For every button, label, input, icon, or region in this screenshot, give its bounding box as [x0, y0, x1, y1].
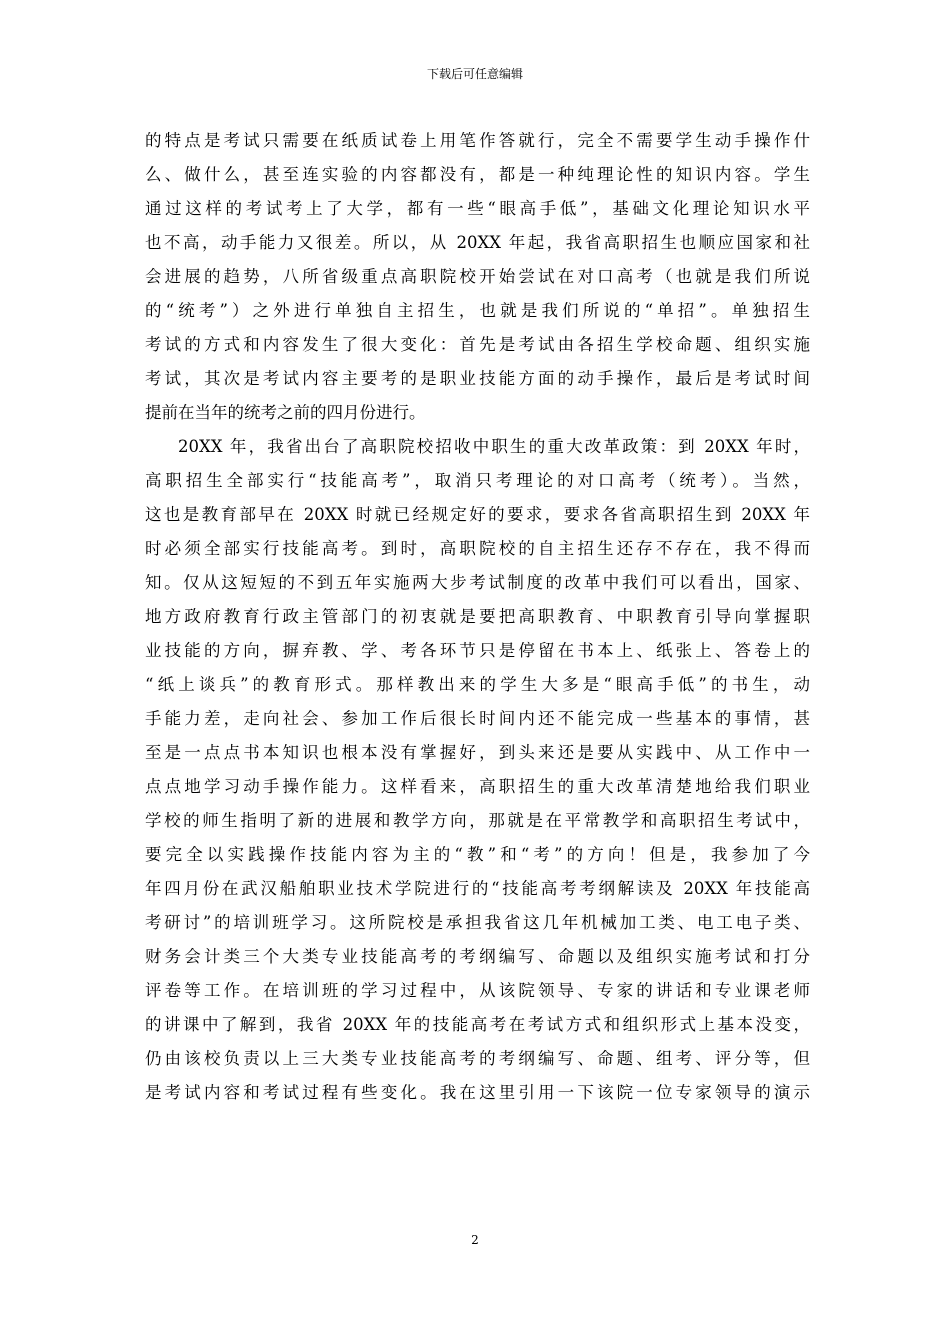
text-line: 的特点是考试只需要在纸质试卷上用笔作答就行，完全不需要学生动手操作什	[145, 131, 810, 150]
text-line: “纸上谈兵”的教育形式。那样教出来的学生大多是“眼高手低”的书生，动	[145, 675, 810, 694]
text-line: 地方政府教育行政主管部门的初衷就是要把高职教育、中职教育引导向掌握职	[145, 607, 810, 626]
text-line: 时必须全部实行技能高考。到时，高职院校的自主招生还存不存在，我不得而	[145, 539, 810, 558]
text-line: 会进展的趋势，八所省级重点高职院校开始尝试在对口高考（也就是我们所说	[145, 267, 810, 286]
text-line: 么、做什么，甚至连实验的内容都没有，都是一种纯理论性的知识内容。学生	[145, 165, 810, 184]
text-line: 是考试内容和考试过程有些变化。我在这里引用一下该院一位专家领导的演示	[145, 1083, 810, 1102]
text-line: 的“统考”）之外进行单独自主招生，也就是我们所说的“单招”。单独招生	[145, 301, 810, 320]
text-line: 这也是教育部早在 20XX 时就已经规定好的要求，要求各省高职招生到 20XX 年	[145, 505, 810, 524]
text-line: 点点地学习动手操作能力。这样看来，高职招生的重大改革清楚地给我们职业	[145, 777, 810, 796]
text-line: 20XX 年，我省出台了高职院校招收中职生的重大改革政策：到 20XX 年时，	[178, 437, 810, 456]
text-line: 也不高，动手能力又很差。所以，从 20XX 年起，我省高职招生也顺应国家和社	[145, 233, 810, 252]
text-line: 财务会计类三个大类专业技能高考的考纲编写、命题以及组织实施考试和打分	[145, 947, 810, 966]
text-line: 提前在当年的统考之前的四月份进行。	[145, 403, 426, 422]
text-line: 考试，其次是考试内容主要考的是职业技能方面的动手操作，最后是考试时间	[145, 369, 810, 388]
text-line: 要完全以实践操作技能内容为主的“教”和“考”的方向！但是，我参加了今	[145, 845, 810, 864]
text-line: 仍由该校负责以上三大类专业技能高考的考纲编写、命题、组考、评分等，但	[145, 1049, 810, 1068]
text-line: 学校的师生指明了新的进展和教学方向，那就是在平常教学和高职招生考试中，	[145, 811, 810, 830]
text-line: 通过这样的考试考上了大学，都有一些“眼高手低”，基础文化理论知识水平	[145, 199, 810, 218]
text-line: 考试的方式和内容发生了很大变化：首先是考试由各招生学校命题、组织实施	[145, 335, 810, 354]
text-line: 考研讨”的培训班学习。这所院校是承担我省这几年机械加工类、电工电子类、	[145, 913, 810, 932]
text-line: 业技能的方向，摒弃教、学、考各环节只是停留在书本上、纸张上、答卷上的	[145, 641, 810, 660]
text-line: 年四月份在武汉船舶职业技术学院进行的“技能高考考纲解读及 20XX 年技能高	[145, 879, 810, 898]
text-line: 至是一点点书本知识也根本没有掌握好，到头来还是要从实践中、从工作中一	[145, 743, 810, 762]
text-line: 知。仅从这短短的不到五年实施两大步考试制度的改革中我们可以看出，国家、	[145, 573, 810, 592]
text-line: 的讲课中了解到，我省 20XX 年的技能高考在考试方式和组织形式上基本没变，	[145, 1015, 810, 1034]
paragraph-1	[145, 124, 810, 430]
paragraph-2	[145, 430, 810, 1110]
text-line: 评卷等工作。在培训班的学习过程中，从该院领导、专家的讲话和专业课老师	[145, 981, 810, 1000]
page-number: 2	[471, 1233, 479, 1247]
text-line: 高职招生全部实行“技能高考”，取消只考理论的对口高考（统考）。当然，	[145, 471, 810, 490]
page-header: 下载后可任意编辑	[426, 67, 523, 81]
text-line: 手能力差，走向社会、参加工作后很长时间内还不能完成一些基本的事情，甚	[145, 709, 810, 728]
document-body	[145, 124, 810, 1110]
